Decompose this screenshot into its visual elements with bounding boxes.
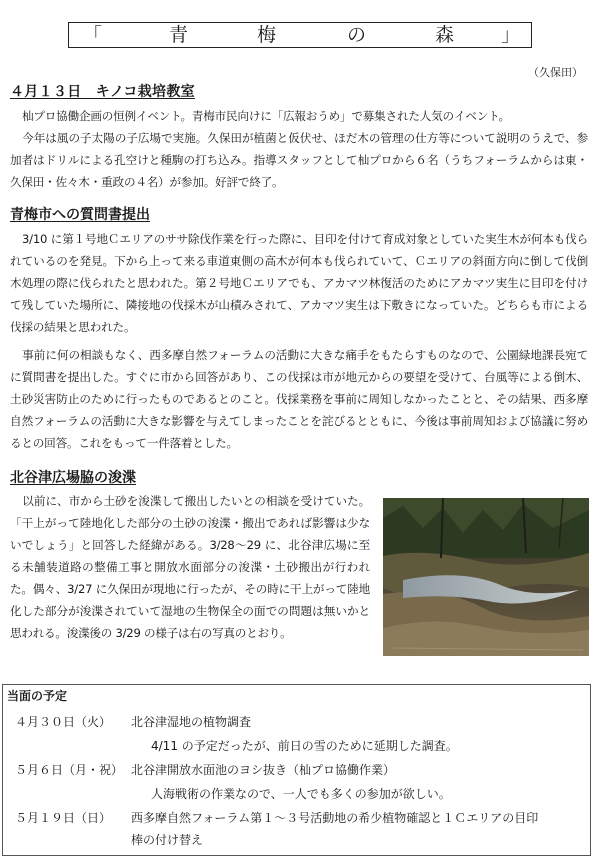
title-char: 梅 [257, 24, 277, 46]
title-bracket-open: 「 [83, 24, 103, 46]
title-char: の [347, 24, 367, 46]
upcoming-schedule [2, 684, 591, 856]
paragraph: 事前に何の相談もなく、西多摩自然フォーラムの活動に大きな痛手をもたらすものなので、公園緑地課長宛てに質問書を提出した。すぐに市から回答があり、この伐採は市が地元からの要望を受けて、台風等による倒木、土砂災害防止のために行ったものであるとのこと。伐採業務を事前に周知しなかったことと、その結果、西多摩自然フォーラムの活動に大きな影響を与えてしまったことを詫びるとともに、今後は事前周知および協議に努めるとの回答。これをもって一件落着とした。 [10, 348, 588, 450]
author: （久保田） [528, 66, 583, 79]
paragraph: 杣プロ協働企画の恒例イベント。青梅市民向けに「広報おうめ」で募集された人気のイベント。 [22, 109, 510, 123]
schedule-note: 4/11 の予定だったが、前日の雪のために延期した調査。 [151, 739, 458, 753]
schedule-title: 当面の予定 [7, 689, 68, 703]
paragraph: 以前に、市から土砂を浚渫して搬出したいとの相談を受けていた。「干上がって陸地化した部分の土砂の浚渫・搬出であれば影響は少ないでしょう」と回答した経緯がある。3/28～29 に、北谷津広場に至る未舗装道路の整備工事と開放水面部分の浚渫・土砂搬出が行われた。偶々、3/27 に久保田が現地に行ったが、その時に干上がって陸地化した部分が浚渫されていて湿地の生物保全の面での問題は無いかと思われる。浚渫後の 3/29 の様子は右の写真のとおり。 [10, 494, 370, 640]
paragraph: 今年は風の子太陽の子広場で実施。久保田が植菌と仮伏せ、ほだ木の管理の仕方等について説明のうえで、参加者はドリルによる孔空けと種駒の打ち込み。指導スタッフとして杣プロから６名（うちフォーラムからは東・久保田・佐々木・重政の４名）が参加。好評で終了。 [10, 131, 588, 189]
schedule-event: 西多摩自然フォーラム第１～３号活動地の希少植物確認と１Ｃエリアの目印 [131, 811, 539, 825]
schedule-note: 人海戦術の作業なので、一人でも多くの参加が欲しい。 [151, 787, 451, 801]
schedule-date: ４月３０日（火） [15, 715, 112, 729]
section-heading-dredging: 北谷津広場脇の浚渫 [10, 470, 136, 486]
title-bracket-close: 」 [501, 24, 521, 46]
title-char: 森 [435, 24, 455, 46]
paragraph: 3/10 に第１号地Ｃエリアのササ除伐作業を行った際に、目印を付けて育成対象としていた実生木が何本も伐られているのを発見。下から上って来る車道東側の高木が何本も伐られていて、Ｃエリアの斜面方向に倒して伐倒木処理の際に伐られたと思われた。第２号地Ｃエリアでも、アカマツ林復活のためにアカマツ実生に目印を付けて残していた場所に、隣接地の伐採木が山積みされて、アカマツ実生は下敷きになっていた。どちらも市による伐採の結果と思われた。 [10, 232, 588, 334]
newsletter-title-box [68, 22, 532, 48]
section-heading-mushroom: ４月１３日 キノコ栽培教室 [10, 84, 195, 100]
schedule-date: ５月１９日（日） [15, 811, 112, 825]
wetland-photo [383, 498, 589, 656]
schedule-event: 北谷津開放水面池のヨシ抜き（杣プロ協働作業） [131, 763, 396, 777]
schedule-date: ５月６日（月・祝） [15, 763, 124, 777]
schedule-note: 棒の付け替え [131, 833, 204, 847]
section-heading-inquiry: 青梅市への質問書提出 [10, 207, 150, 223]
schedule-event: 北谷津湿地の植物調査 [131, 715, 252, 729]
title-char: 青 [169, 24, 189, 46]
